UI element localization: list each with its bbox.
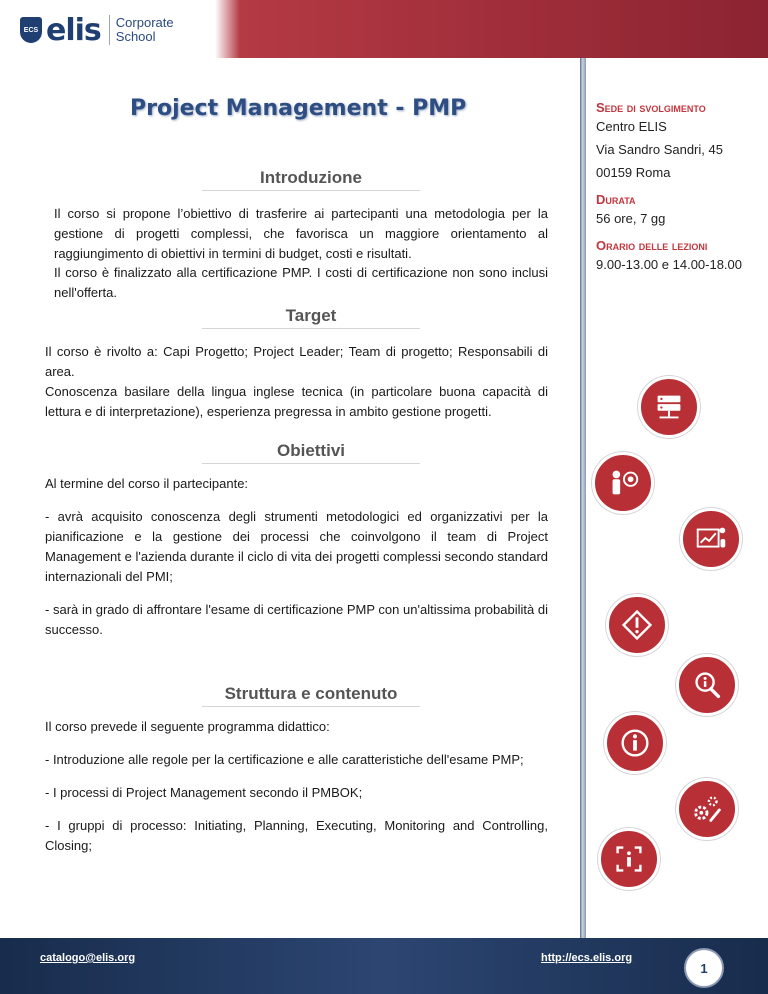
obiettivi-paragraph: Al termine del corso il partecipante: (45, 476, 249, 491)
server-icon (638, 376, 700, 438)
obiettivi-paragraph: - avrà acquisito conoscenza degli strumenti metodologici ed organizzativi per la pianificazione e la gestione dei processi che coinvolgono il team di Project Management e l'azienda durante il ciclo di vita dei progetti complessi secondo standard internazionali del PMI; (45, 509, 548, 584)
chart-gear-icon (680, 508, 742, 570)
durata-value: 56 ore, 7 gg (596, 211, 666, 226)
section-heading-struttura: Struttura e contenuto (202, 684, 420, 707)
struttura-paragraph: Il corso prevede il seguente programma didattico: (45, 719, 330, 734)
section-heading-introduzione: Introduzione (202, 168, 420, 191)
footer-band (0, 938, 768, 994)
sede-address: Centro ELIS Via Sandro Sandri, 45 00159 Roma (596, 119, 723, 180)
orario-heading: Orario delle lezioni (596, 238, 708, 253)
column-divider (580, 58, 586, 938)
elis-logo[interactable] (20, 12, 174, 48)
struttura-paragraph: - I gruppi di processo: Initiating, Planning, Executing, Monitoring and Controlling, Closing; (45, 818, 548, 853)
page-number: 1 (684, 948, 724, 988)
target-paragraph: Il corso è rivolto a: Capi Progetto; Project Leader; Team di progetto; Responsabili di area. (45, 344, 548, 379)
target-text (45, 342, 548, 422)
struttura-paragraph: - I processi di Project Management secondo il PMBOK; (45, 785, 363, 800)
logo-wordmark: elis (46, 12, 101, 48)
header-band (0, 0, 768, 58)
intro-paragraph: Il corso è finalizzato alla certificazione PMP. I costi di certificazione non sono inclusi nell'offerta. (54, 265, 548, 300)
sidebar-info (596, 100, 766, 284)
target-paragraph: Conoscenza basilare della lingua inglese tecnica (in particolare buona capacità di lettura e di interpretazione), esperienza pregressa in ambito gestione progetti. (45, 384, 548, 419)
intro-paragraph: Il corso si propone l’obiettivo di trasferire ai partecipanti una metodologia per la gestione di progetti complessi, che favorisca un maggiore orientamento al raggiungimento di obiettivi in termini di budget, costi e risultati. (54, 206, 548, 261)
orario-value: 9.00-13.00 e 14.00-18.00 (596, 257, 743, 272)
logo-separator (109, 15, 110, 45)
footer-website-link[interactable]: http://ecs.elis.org (541, 952, 633, 964)
page-title: Project Management - PMP (130, 96, 467, 121)
person-target-icon (592, 452, 654, 514)
obiettivi-text (45, 474, 548, 640)
durata-heading: Durata (596, 192, 636, 207)
logo-subtitle: Corporate School (115, 15, 174, 44)
sede-heading: Sede di svolgimento (596, 100, 706, 115)
shield-icon: ECS (20, 17, 42, 43)
frame-info-icon (598, 828, 660, 890)
gears-wrench-icon (676, 778, 738, 840)
struttura-text (45, 717, 548, 856)
footer-email-link[interactable]: catalogo@elis.org (40, 952, 136, 964)
obiettivi-paragraph: - sarà in grado di affrontare l'esame di certificazione PMP con un'altissima probabilità di successo. (45, 602, 548, 637)
struttura-paragraph: - Introduzione alle regole per la certificazione e alle caratteristiche dell'esame PMP; (45, 752, 524, 767)
section-heading-obiettivi: Obiettivi (202, 441, 420, 464)
info-search-icon (676, 654, 738, 716)
section-heading-target: Target (202, 306, 420, 329)
intro-text (54, 204, 548, 303)
info-person-icon (604, 712, 666, 774)
warning-icon (606, 594, 668, 656)
